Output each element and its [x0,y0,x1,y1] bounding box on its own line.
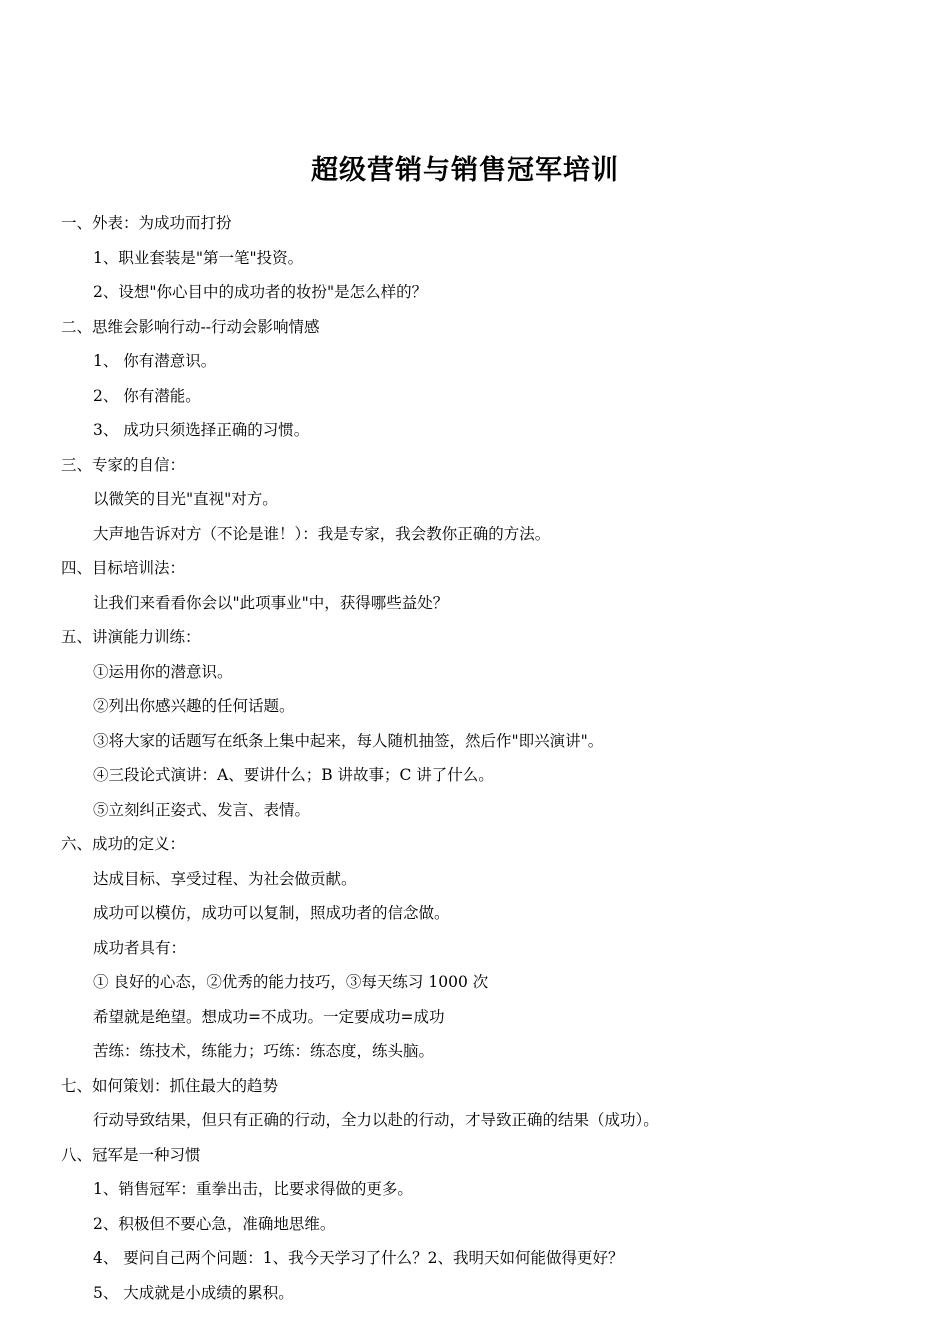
paragraph-line: 让我们来看看你会以"此项事业"中，获得哪些益处？ [93,593,449,612]
paragraph-line: 1、 你有潜意识。 [93,352,217,370]
paragraph-line: ④三段论式演讲：A、要讲什么；B 讲故事；C 讲了什么。 [93,766,494,784]
paragraph-line: 希望就是绝望。想成功=不成功。一定要成功=成功 [93,1007,445,1026]
paragraph-line: 1、职业套装是"第一笔"投资。 [93,248,304,267]
document-body [61,206,921,1310]
paragraph-line: 成功者具有： [93,938,187,957]
section-heading: 三、专家的自信： [61,455,186,474]
paragraph-line: ⑤立刻纠正姿式、发言、表情。 [93,800,311,819]
section-heading: 七、如何策划：抓住最大的趋势 [61,1076,279,1095]
paragraph-line: 苦练：练技术，练能力；巧练：练态度，练头脑。 [93,1042,435,1060]
section-heading: 二、思维会影响行动--行动会影响情感 [61,317,320,336]
paragraph-line: ①运用你的潜意识。 [93,662,233,681]
paragraph-line: 1、销售冠军：重拳出击，比要求得做的更多。 [93,1180,413,1198]
section-heading: 六、成功的定义： [61,835,186,853]
paragraph-line: ②列出你感兴趣的任何话题。 [93,697,295,715]
paragraph-line: ③将大家的话题写在纸条上集中起来，每人随机抽签，然后作"即兴演讲"。 [93,731,604,750]
paragraph-line: 4、 要问自己两个问题：1、我今天学习了什么？2、我明天如何能做得更好？ [93,1249,624,1267]
paragraph-line: 大声地告诉对方（不论是谁！）：我是专家，我会教你正确的方法。 [93,524,551,543]
document-title: 超级营销与销售冠军培训 [311,155,619,186]
paragraph-line: 达成目标、享受过程、为社会做贡献。 [93,869,357,888]
section-heading: 四、目标培训法： [61,559,186,577]
paragraph-line: 2、积极但不要心急，准确地思维。 [93,1214,336,1233]
paragraph-line: 成功可以模仿，成功可以复制，照成功者的信念做。 [93,904,450,922]
section-heading: 八、冠军是一种习惯 [61,1145,201,1164]
section-heading: 一、外表：为成功而打扮 [61,214,232,232]
section-heading: 五、讲演能力训练： [61,628,201,646]
paragraph-line: ① 良好的心态，②优秀的能力技巧，③每天练习 1000 次 [93,973,489,991]
paragraph-line: 以微笑的目光"直视"对方。 [93,490,278,508]
paragraph-line: 2、 你有潜能。 [93,386,201,405]
paragraph-line: 2、设想"你心目中的成功者的妆扮"是怎么样的？ [93,283,428,301]
paragraph-line: 行动导致结果，但只有正确的行动，全力以赴的行动，才导致正确的结果（成功）。 [93,1111,659,1129]
paragraph-line: 5、 大成就是小成绩的累积。 [93,1283,294,1302]
paragraph-line: 3、 成功只须选择正确的习惯。 [93,421,310,439]
